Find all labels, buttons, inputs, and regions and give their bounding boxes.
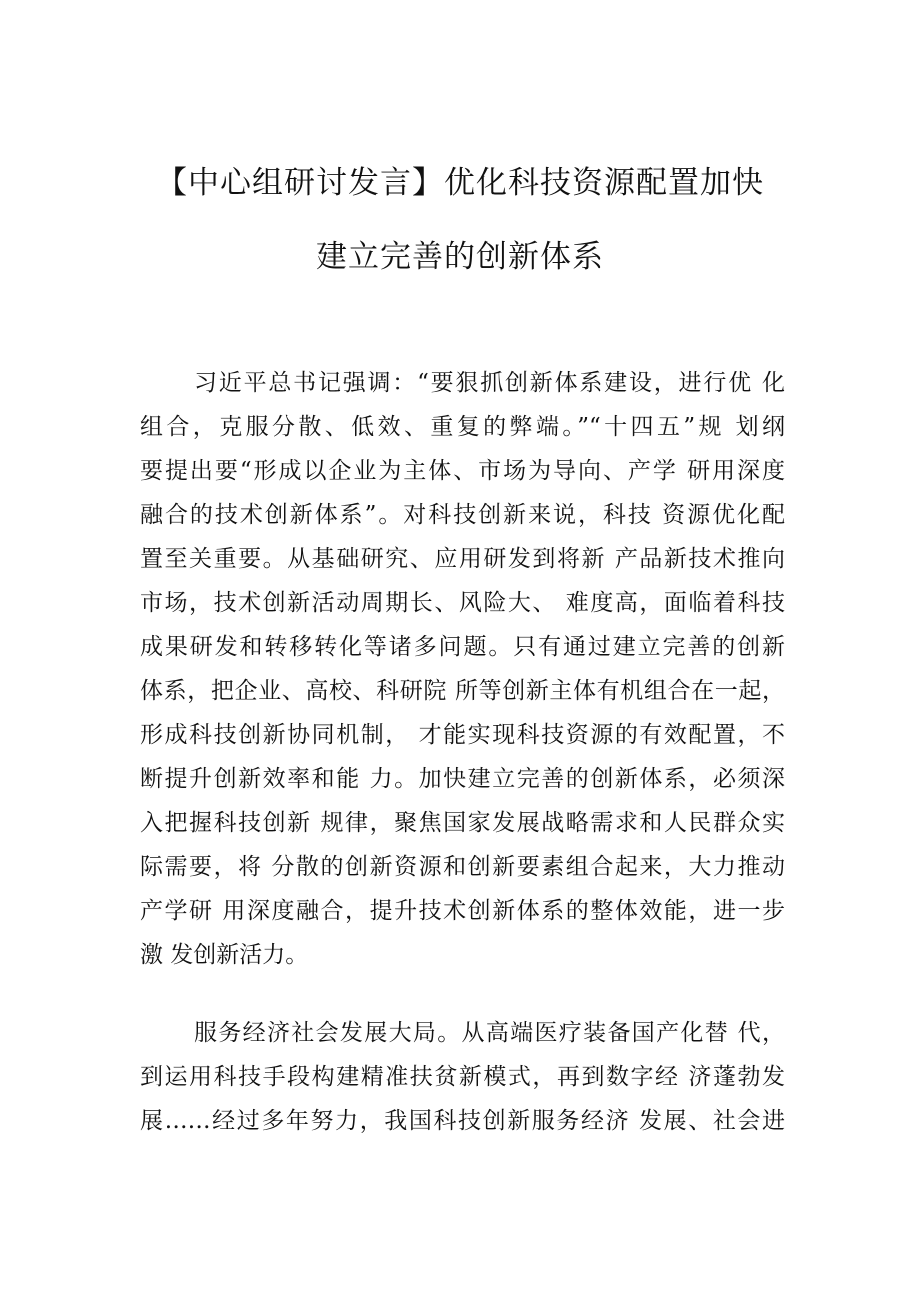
paragraph-line: 组合，克服分散、低效、重复的弊端。”“十四五”规 划纲 [140,414,785,440]
paragraph-line: 产学研 用深度融合，提升技术创新体系的整体效能，进一步 [140,898,785,924]
paragraph-line: 到运用科技手段构建精准扶贫新模式，再到数字经 济蓬勃发 [140,1064,785,1090]
document-title-line-1: 【中心组研讨发言】优化科技资源配置加快 [156,165,764,201]
paragraph-line: 体系，把企业、高校、科研院 所等创新主体有机组合在一起， [140,678,785,704]
paragraph-line: 要提出要“形成以企业为主体、市场为导向、产学 研用深度 [140,458,785,484]
paragraph-line: 激 发创新活力。 [140,942,309,968]
paragraph-line: 置至关重要。从基础研究、应用研发到将新 产品新技术推向 [140,546,785,572]
paragraph-line: 断提升创新效率和能 力。加快建立完善的创新体系，必须深 [140,766,785,792]
document-title-line-2: 建立完善的创新体系 [316,239,604,275]
paragraph-line: 市场，技术创新活动周期长、风险大、 难度高，面临着科技 [140,590,785,616]
paragraph-line: 际需要，将 分散的创新资源和创新要素组合起来，大力推动 [140,854,785,880]
paragraph-line: 融合的技术创新体系”。对科技创新来说，科技 资源优化配 [140,502,785,528]
paragraph-line: 入把握科技创新 规律，聚焦国家发展战略需求和人民群众实 [140,810,785,836]
paragraph-line: 成果研发和转移转化等诸多问题。只有通过建立完善的创新 [140,634,785,660]
paragraph-line: 习近平总书记强调：“要狠抓创新体系建设，进行优 化 [194,370,785,396]
paragraph-line: 展……经过多年努力，我国科技创新服务经济 发展、社会进 [140,1108,785,1134]
paragraph-line: 服务经济社会发展大局。从高端医疗装备国产化替 代， [194,1020,785,1046]
paragraph-line: 形成科技创新协同机制， 才能实现科技资源的有效配置，不 [140,722,785,748]
